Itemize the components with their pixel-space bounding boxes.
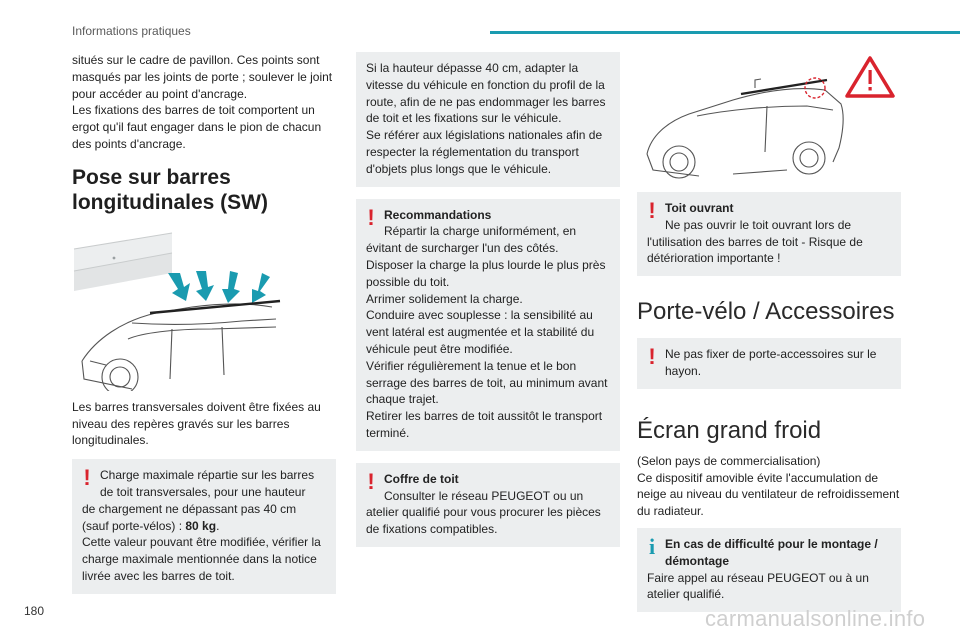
- bike-carrier-warning-box: [637, 338, 901, 389]
- intro-paragraph-2: Les fixations des barres de toit comportent un ergot qu'il faut engager dans le pion de chacun des points d'ancrage.: [72, 103, 322, 151]
- warning-icon: !: [367, 204, 375, 230]
- height-advice-box: [356, 52, 620, 187]
- ecran-description: Ce dispositif amovible évite l'accumulation de neige au niveau du ventilateur de refroidissement du radiateur.: [637, 470, 900, 519]
- warning-load-paragraph: [82, 501, 326, 535]
- hazard-triangle-icon: [847, 58, 893, 96]
- hatchback-car-outline: [647, 78, 843, 178]
- sunroof-hatchback-illustration: [637, 52, 899, 180]
- section-heading-ecran-grand-froid: Écran grand froid: [637, 416, 822, 444]
- section-heading-porte-velo: Porte-vélo / Accessoires: [637, 298, 895, 326]
- insertion-arrow-icons: [168, 271, 270, 303]
- recommendations-line-rest: évitant de surcharger l'un des côtés.: [366, 241, 559, 256]
- crossbar-marks-text: Les barres transversales doivent être fixées au niveau des repères gravés sur les barres longitudinales.: [72, 399, 321, 448]
- estate-car-outline: [82, 301, 280, 391]
- info-title-line-1: En cas de difficulté pour le montage /: [665, 536, 878, 551]
- recommendation-item: Arrimer solidement la charge.: [366, 291, 523, 306]
- roof-box-title: Coffre de toit: [384, 471, 459, 486]
- roof-rails-illustration: [72, 229, 282, 391]
- height-advice-text-1: Si la hauteur dépasse 40 cm, adapter la vitesse du véhicule en fonction du profil de la route, afin de ne pas endommager les barres de toit et les fixations sur le véhicule.: [366, 61, 606, 126]
- watermark: carmanualsonline.info: [705, 606, 926, 631]
- recommendation-item: Conduire avec souplesse : la sensibilité au vent latéral est augmentée et la stabilité du véhicule peut être modifiée.: [366, 308, 595, 356]
- sunroof-title: Toit ouvrant: [665, 201, 734, 215]
- column-2: [356, 52, 620, 547]
- column-3: [637, 52, 901, 612]
- warning-load-end: .: [216, 518, 220, 533]
- sunroof-warning-box: [637, 192, 901, 276]
- roof-box-line-rest: atelier qualifié pour vous procurer les pièces de fixations compatibles.: [366, 505, 601, 537]
- bike-carrier-line-2: hayon.: [665, 363, 702, 378]
- warning-line-1: Charge maximale répartie sur les barres: [100, 468, 315, 483]
- intro-paragraph-1: situés sur le cadre de pavillon. Ces points sont masqués par les joints de porte ; soulever le joint pour accéder au point d'ancrage.: [72, 53, 333, 101]
- recommendation-item: Disposer la charge la plus lourde le plus près possible du toit.: [366, 257, 606, 289]
- max-load-warning-box: [72, 459, 336, 594]
- heading-line-2: longitudinales (SW): [72, 190, 268, 214]
- roof-box-line-1: Consulter le réseau PEUGEOT ou un: [384, 488, 584, 503]
- roof-bar-detail-inset: [74, 233, 172, 291]
- info-icon: i: [648, 533, 656, 559]
- info-title-line-2: démontage: [665, 553, 730, 568]
- warning-load-text: de chargement ne dépassant pas 40 cm (sauf porte-vélos) :: [82, 501, 297, 533]
- warning-line-2: de toit transversales, pour une hauteur: [100, 484, 306, 499]
- heading-line-1: Pose sur barres: [72, 165, 231, 189]
- column-1: [72, 52, 336, 594]
- sunroof-line-rest: l'utilisation des barres de toit - Risque de détérioration importante !: [647, 234, 863, 266]
- header-accent-bar: [490, 31, 960, 34]
- warning-note: Cette valeur pouvant être modifiée, vérifier la charge maximale mentionnée dans la notice livrée avec les barres de toit.: [82, 535, 321, 583]
- ecran-country-note: (Selon pays de commercialisation): [637, 453, 821, 468]
- warning-icon: !: [83, 465, 91, 491]
- bike-carrier-line-1: Ne pas fixer de porte-accessoires sur le: [665, 347, 877, 362]
- page-number: 180: [24, 604, 45, 618]
- section-heading-pose-longitudinales: [72, 165, 336, 215]
- height-advice-text-2: Se référer aux législations nationales afin de respecter la réglementation du transport d'objets plus longs que le véhicule.: [366, 128, 603, 176]
- header-title: Informations pratiques: [72, 24, 191, 38]
- recommendation-item: Retirer les barres de toit aussitôt le transport terminé.: [366, 409, 603, 440]
- recommendation-item: Vérifier régulièrement la tenue et le bon serrage des barres de toit, au minimum avant chaque trajet.: [366, 358, 608, 407]
- mounting-info-box: [637, 528, 901, 612]
- roof-box-warning: [356, 463, 620, 547]
- recommendations-line-1: Répartir la charge uniformément, en: [384, 224, 577, 239]
- warning-icon: !: [648, 344, 656, 370]
- warning-icon: !: [367, 468, 375, 494]
- recommendations-box: [356, 199, 620, 451]
- max-load-value: 80 kg: [185, 518, 217, 533]
- sunroof-line-1: Ne pas ouvrir le toit ouvrant lors de: [665, 217, 852, 232]
- info-text: Faire appel au réseau PEUGEOT ou à un atelier qualifié.: [647, 570, 869, 602]
- recommendations-title: Recommandations: [384, 207, 492, 222]
- warning-icon: !: [648, 198, 656, 223]
